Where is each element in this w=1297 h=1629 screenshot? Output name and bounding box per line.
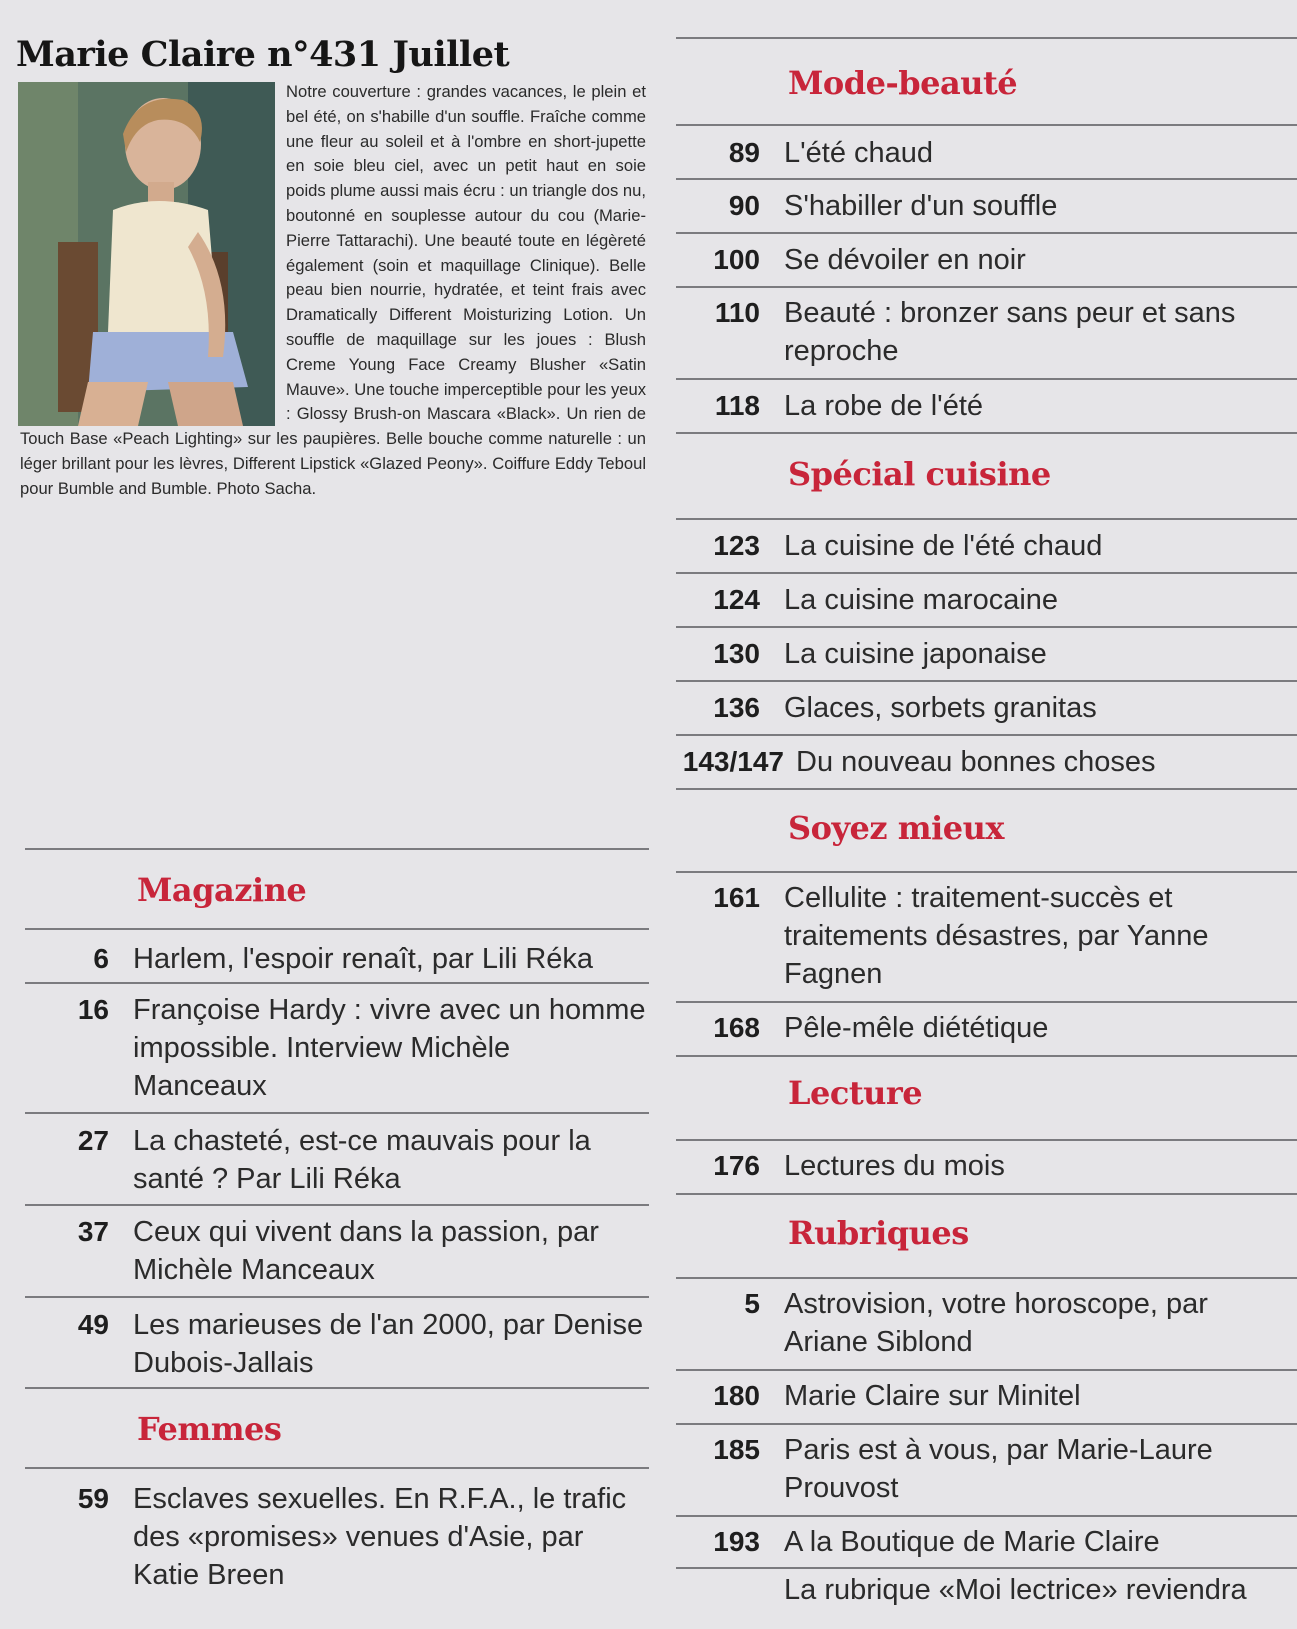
toc-entry[interactable] (676, 628, 1297, 680)
entry-title: Pêle-mêle diététique (784, 1012, 1049, 1044)
page-number: 89 (728, 137, 760, 168)
page-number: 110 (714, 297, 760, 328)
page-number: 176 (713, 1150, 760, 1181)
cover-caption-text: Notre couverture : grandes vacances, le plein et bel été, on s'habille d'un souffle. Fraîche comme une fleur au soleil et à l'ombre en short-jupette en soie bleu ciel, avec un petit haut en soie poids plume aussi mais écru : un triangle dos nu, boutonné en souplesse autour du cou (Marie-Pierre Tattarachi). Une beauté toute en légèreté également (soin et maquillage Clinique). Belle peau bien nourrie, hydratée, et teint frais avec Dramatically Different Moisturizing Lotion. Un souffle de maquillage sur les joues : Blush Creme Young Face Creamy Blusher «Satin Mauve». Une touche imperceptible pour les yeux : Glossy Brush-on Mascara «Black». Un rien de Touch Base «Peach Lighting» sur les paupières. Belle bouche comme naturelle : un léger brillant pour les lèvres, Different Lipstick «Glazed Peony». Coiffure Eddy Teboul pour Bumble and Bumble. Photo Sacha. (20, 82, 646, 498)
toc-entry[interactable] (676, 520, 1297, 572)
toc-entry[interactable] (676, 234, 1297, 286)
section-title-soyez-mieux: Soyez mieux (788, 809, 1004, 847)
toc-left-column (25, 848, 649, 1599)
entry-title: La cuisine japonaise (784, 638, 1047, 670)
section-title-rubriques: Rubriques (788, 1214, 969, 1252)
entry-title: La cuisine de l'été chaud (784, 530, 1103, 562)
toc-entry[interactable] (25, 1114, 649, 1204)
section-header-soyez-mieux (676, 790, 1297, 871)
toc-entry[interactable] (676, 1425, 1297, 1515)
entry-title: Françoise Hardy : vivre avec un homme impossible. Interview Michèle Manceaux (133, 994, 646, 1102)
toc-entry[interactable] (676, 682, 1297, 734)
toc-entry[interactable] (25, 1206, 649, 1296)
toc-entry[interactable] (676, 1279, 1297, 1369)
page-number: 49 (77, 1309, 109, 1340)
toc-entry[interactable] (676, 574, 1297, 626)
section-title-femmes: Femmes (137, 1410, 282, 1448)
page-number: 130 (713, 638, 760, 669)
toc-entry[interactable] (676, 1371, 1297, 1423)
page-number: 100 (713, 244, 760, 275)
toc-entry[interactable] (25, 1298, 649, 1387)
toc-right-column (676, 37, 1297, 1629)
section-header-magazine (25, 850, 649, 928)
section-header-special-cuisine (676, 434, 1297, 518)
entry-title: Harlem, l'espoir renaît, par Lili Réka (133, 943, 594, 975)
toc-entry[interactable] (25, 930, 649, 982)
entry-title: La robe de l'été (784, 390, 984, 422)
entry-title: Esclaves sexuelles. En R.F.A., le trafic des «promises» venues d'Asie, par Katie Breen (133, 1483, 627, 1591)
section-header-lecture (676, 1057, 1297, 1139)
page-number: 16 (77, 994, 109, 1025)
toc-entry[interactable] (676, 126, 1297, 178)
toc-entry[interactable] (25, 984, 649, 1112)
footer-note: La rubrique «Moi lectrice» reviendra (784, 1574, 1247, 1606)
toc-entry[interactable] (25, 1469, 649, 1599)
page-number: 136 (713, 692, 760, 723)
page-number: 124 (713, 584, 760, 615)
entry-title: La cuisine marocaine (784, 584, 1059, 616)
entry-title: Paris est à vous, par Marie-Laure Prouvost (784, 1434, 1213, 1504)
toc-entry[interactable] (676, 180, 1297, 232)
toc-entry[interactable] (676, 873, 1297, 1001)
section-header-rubriques (676, 1195, 1297, 1277)
page-number: 90 (728, 190, 760, 221)
entry-title: Glaces, sorbets granitas (784, 692, 1097, 724)
section-title-lecture: Lecture (788, 1074, 923, 1112)
cover-caption (20, 80, 646, 502)
section-title-magazine: Magazine (137, 871, 307, 909)
page-number: 59 (77, 1483, 109, 1514)
section-title-special-cuisine: Spécial cuisine (788, 455, 1051, 493)
page-number: 123 (713, 530, 760, 561)
page-number: 37 (77, 1216, 109, 1247)
entry-title: Marie Claire sur Minitel (784, 1380, 1081, 1412)
page-number: 27 (77, 1125, 109, 1156)
toc-entry[interactable] (676, 1517, 1297, 1567)
page-number: 168 (713, 1012, 760, 1043)
toc-entry[interactable] (676, 736, 1297, 788)
entry-title: Lectures du mois (784, 1150, 1005, 1182)
entry-title: Ceux qui vivent dans la passion, par Michèle Manceaux (133, 1216, 599, 1286)
page-number: 5 (744, 1288, 760, 1319)
section-header-mode-beaute (676, 39, 1297, 124)
entry-title: Astrovision, votre horoscope, par Ariane Siblond (784, 1288, 1208, 1358)
entry-title: L'été chaud (784, 137, 934, 169)
page-number: 161 (713, 882, 760, 913)
entry-title: La chasteté, est-ce mauvais pour la santé ? Par Lili Réka (133, 1125, 591, 1195)
section-title-mode-beaute: Mode-beauté (788, 64, 1018, 102)
entry-title: Du nouveau bonnes choses (796, 746, 1156, 778)
toc-entry-partial (676, 1569, 1297, 1629)
entry-title: Se dévoiler en noir (784, 244, 1026, 276)
toc-entry[interactable] (676, 288, 1297, 378)
toc-entry[interactable] (676, 380, 1297, 432)
entry-title: S'habiller d'un souffle (784, 190, 1058, 222)
page-number: 185 (713, 1434, 760, 1465)
page-number: 180 (713, 1380, 760, 1411)
toc-entry[interactable] (676, 1003, 1297, 1055)
toc-entry[interactable] (676, 1141, 1297, 1193)
page-number: 143/147 (682, 746, 784, 777)
page-number: 6 (93, 943, 109, 974)
entry-title: Les marieuses de l'an 2000, par Denise Dubois-Jallais (133, 1309, 644, 1379)
entry-title: A la Boutique de Marie Claire (784, 1526, 1160, 1558)
page-number: 193 (713, 1526, 760, 1557)
magazine-issue-title: Marie Claire n°431 Juillet (16, 34, 510, 75)
entry-title: Beauté : bronzer sans peur et sans reproche (784, 297, 1236, 367)
page-number: 118 (714, 390, 760, 421)
entry-title: Cellulite : traitement-succès et traitements désastres, par Yanne Fagnen (784, 882, 1209, 990)
section-header-femmes (25, 1389, 649, 1467)
